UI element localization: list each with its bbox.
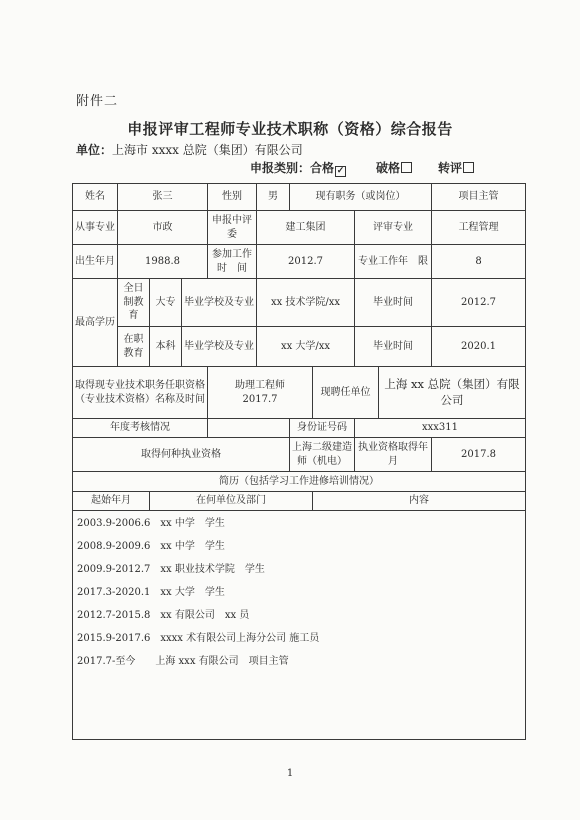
unit-value: 上海市 xxxx 总院（集团）有限公司: [112, 143, 303, 157]
resume-entries: [73, 511, 526, 740]
edu-level: 本科: [150, 327, 182, 367]
table-row: [73, 184, 526, 211]
assessment-label: 年度考核情况: [73, 419, 208, 438]
birth-label: 出生年月: [73, 245, 118, 279]
table-row: [73, 279, 526, 327]
name-label: 姓名: [73, 184, 118, 211]
resume-title: 简历（包括学习工作进修培训情况）: [73, 472, 526, 492]
id-label: 身份证号码: [290, 419, 355, 438]
table-row: [73, 438, 526, 472]
school-label: 毕业学校及专业: [182, 327, 257, 367]
list-item: 2009.9-2012.7 xx 职业技术学院 学生: [77, 564, 265, 575]
page-number: 1: [286, 768, 294, 779]
list-item: 2012.7-2015.8 xx 有限公司 xx 员: [77, 610, 250, 621]
category-option-label: 转评: [438, 161, 463, 175]
category-option-transfer[interactable]: [438, 161, 474, 175]
page-title: 申报评审工程师专业技术职称（资格）综合报告: [127, 120, 453, 138]
review-major-label: 评审专业: [355, 211, 432, 245]
table-row: [73, 419, 526, 438]
table-row: [73, 211, 526, 245]
list-item: 2017.3-2020.1 xx 大学 学生: [77, 587, 225, 598]
grad-label: 毕业时间: [355, 279, 432, 327]
license-label: 取得何种执业资格: [73, 438, 290, 472]
review-major-value: 工程管理: [432, 211, 526, 245]
name-value: 张三: [118, 184, 208, 211]
years-label: 专业工作年 限: [355, 245, 432, 279]
checkbox-empty-icon[interactable]: [463, 162, 474, 173]
edu-label: 最高学历: [73, 279, 118, 367]
committee-value: 建工集团: [257, 211, 355, 245]
category-option-label: 破格: [376, 161, 401, 175]
resume-header-unit: 在何单位及部门: [150, 492, 313, 511]
work-start-label: 参加工作时 间: [208, 245, 257, 279]
table-row: [73, 511, 526, 740]
table-row: [73, 367, 526, 419]
category-line: [250, 159, 474, 177]
employer-value: 上海 xx 总院（集团）有限公司: [379, 367, 526, 419]
edu-type: 全日制教育: [118, 279, 150, 327]
checkbox-checked-icon[interactable]: ✓: [336, 166, 345, 176]
grad-value: 2020.1: [432, 327, 526, 367]
birth-value: 1988.8: [118, 245, 208, 279]
years-value: 8: [432, 245, 526, 279]
list-item: 2015.9-2017.6 xxxx 术有限公司上海分公司 施工员: [77, 633, 320, 644]
annex-label: 附件二: [76, 94, 119, 109]
category-option-exception[interactable]: [376, 161, 412, 175]
list-item: 2017.7-至今 上海 xxx 有限公司 项目主管: [77, 656, 289, 667]
current-title-value: 助理工程师 2017.7: [208, 367, 313, 419]
table-row: [73, 327, 526, 367]
table-row: [73, 245, 526, 279]
resume-header-content: 内容: [313, 492, 526, 511]
work-start-value: 2012.7: [257, 245, 355, 279]
resume-header-start: 起始年月: [73, 492, 150, 511]
id-value: xxx311: [355, 419, 526, 438]
position-value: 项目主管: [432, 184, 526, 211]
license-value: 上海二级建造师（机电）: [290, 438, 355, 472]
edu-type: 在职教育: [118, 327, 150, 367]
employer-label: 现聘任单位: [313, 367, 379, 419]
grad-label: 毕业时间: [355, 327, 432, 367]
gender-value: 男: [257, 184, 290, 211]
school-value: xx 大学/xx: [257, 327, 355, 367]
edu-level: 大专: [150, 279, 182, 327]
committee-label: 申报中评委: [208, 211, 257, 245]
school-label: 毕业学校及专业: [182, 279, 257, 327]
category-option-qualified[interactable]: [310, 161, 346, 175]
table-row: [73, 492, 526, 511]
report-form-table: [72, 183, 526, 740]
assessment-value: [208, 419, 290, 438]
list-item: 2008.9-2009.6 xx 中学 学生: [77, 541, 225, 552]
unit-label: 单位：: [76, 143, 113, 157]
grad-value: 2012.7: [432, 279, 526, 327]
major-label: 从事专业: [73, 211, 118, 245]
position-label: 现有职务（或岗位）: [290, 184, 432, 211]
gender-label: 性别: [208, 184, 257, 211]
table-row: [73, 472, 526, 492]
unit-line: [76, 141, 303, 158]
major-value: 市政: [118, 211, 208, 245]
license-date-label: 执业资格取得年月: [355, 438, 432, 472]
school-value: xx 技术学院/xx: [257, 279, 355, 327]
license-date-value: 2017.8: [432, 438, 526, 472]
checkbox-empty-icon[interactable]: [401, 162, 412, 173]
current-title-label: 取得现专业技术职务任职资格（专业技术资格）名称及时间: [73, 367, 208, 419]
category-option-label: 合格: [310, 161, 335, 175]
list-item: 2003.9-2006.6 xx 中学 学生: [77, 518, 225, 529]
category-label: 申报类别：: [250, 161, 311, 175]
